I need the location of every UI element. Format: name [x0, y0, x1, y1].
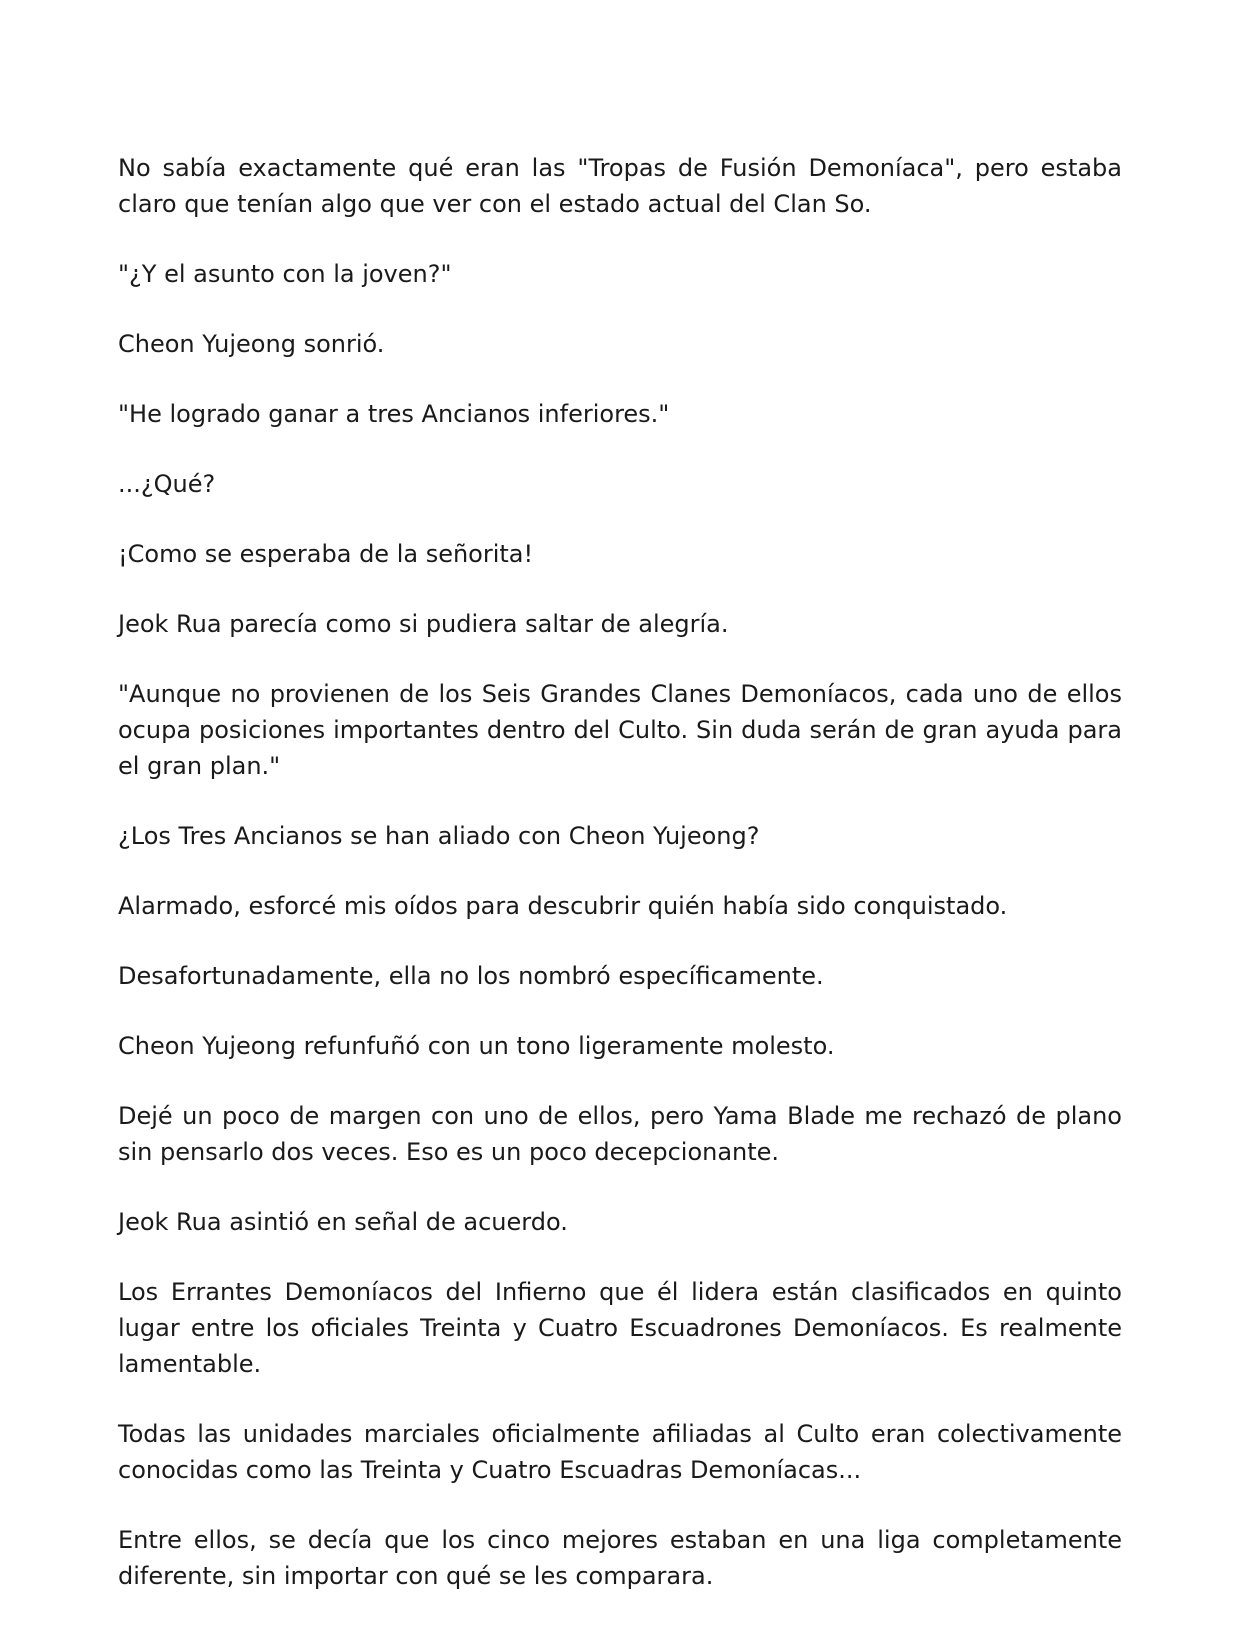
- document-body: [118, 150, 1122, 1628]
- paragraph: Todas las unidades marciales oficialmente afiliadas al Culto eran colectivamente conocidas como las Treinta y Cuatro Escuadras Demoníacas...: [118, 1420, 1122, 1484]
- paragraph: Dejé un poco de margen con uno de ellos, pero Yama Blade me rechazó de plano sin pensarlo dos veces. Eso es un poco decepcionante.: [118, 1102, 1122, 1166]
- paragraph: ...¿Qué?: [118, 470, 216, 498]
- paragraph: No sabía exactamente qué eran las "Tropas de Fusión Demoníaca", pero estaba claro que tenían algo que ver con el estado actual del Clan So.: [118, 154, 1122, 218]
- paragraph: Jeok Rua asintió en señal de acuerdo.: [118, 1208, 568, 1236]
- paragraph: Desafortunadamente, ella no los nombró específicamente.: [118, 962, 824, 990]
- paragraph: "He logrado ganar a tres Ancianos inferiores.": [118, 400, 670, 428]
- paragraph: Alarmado, esforcé mis oídos para descubrir quién había sido conquistado.: [118, 892, 1008, 920]
- paragraph: ¿Los Tres Ancianos se han aliado con Cheon Yujeong?: [118, 822, 760, 850]
- paragraph: "Aunque no provienen de los Seis Grandes Clanes Demoníacos, cada uno de ellos ocupa posiciones importantes dentro del Culto. Sin duda serán de gran ayuda para el gran plan.": [118, 680, 1122, 780]
- paragraph: Los Errantes Demoníacos del Infierno que él lidera están clasificados en quinto lugar entre los oficiales Treinta y Cuatro Escuadrones Demoníacos. Es realmente lamentable.: [118, 1278, 1122, 1378]
- paragraph: Cheon Yujeong refunfuñó con un tono ligeramente molesto.: [118, 1032, 835, 1060]
- paragraph: ¡Como se esperaba de la señorita!: [118, 540, 534, 568]
- paragraph: "¿Y el asunto con la joven?": [118, 260, 452, 288]
- paragraph: Entre ellos, se decía que los cinco mejores estaban en una liga completamente diferente, sin importar con qué se les comparara.: [118, 1526, 1122, 1590]
- paragraph: Jeok Rua parecía como si pudiera saltar de alegría.: [118, 610, 729, 638]
- paragraph: Cheon Yujeong sonrió.: [118, 330, 385, 358]
